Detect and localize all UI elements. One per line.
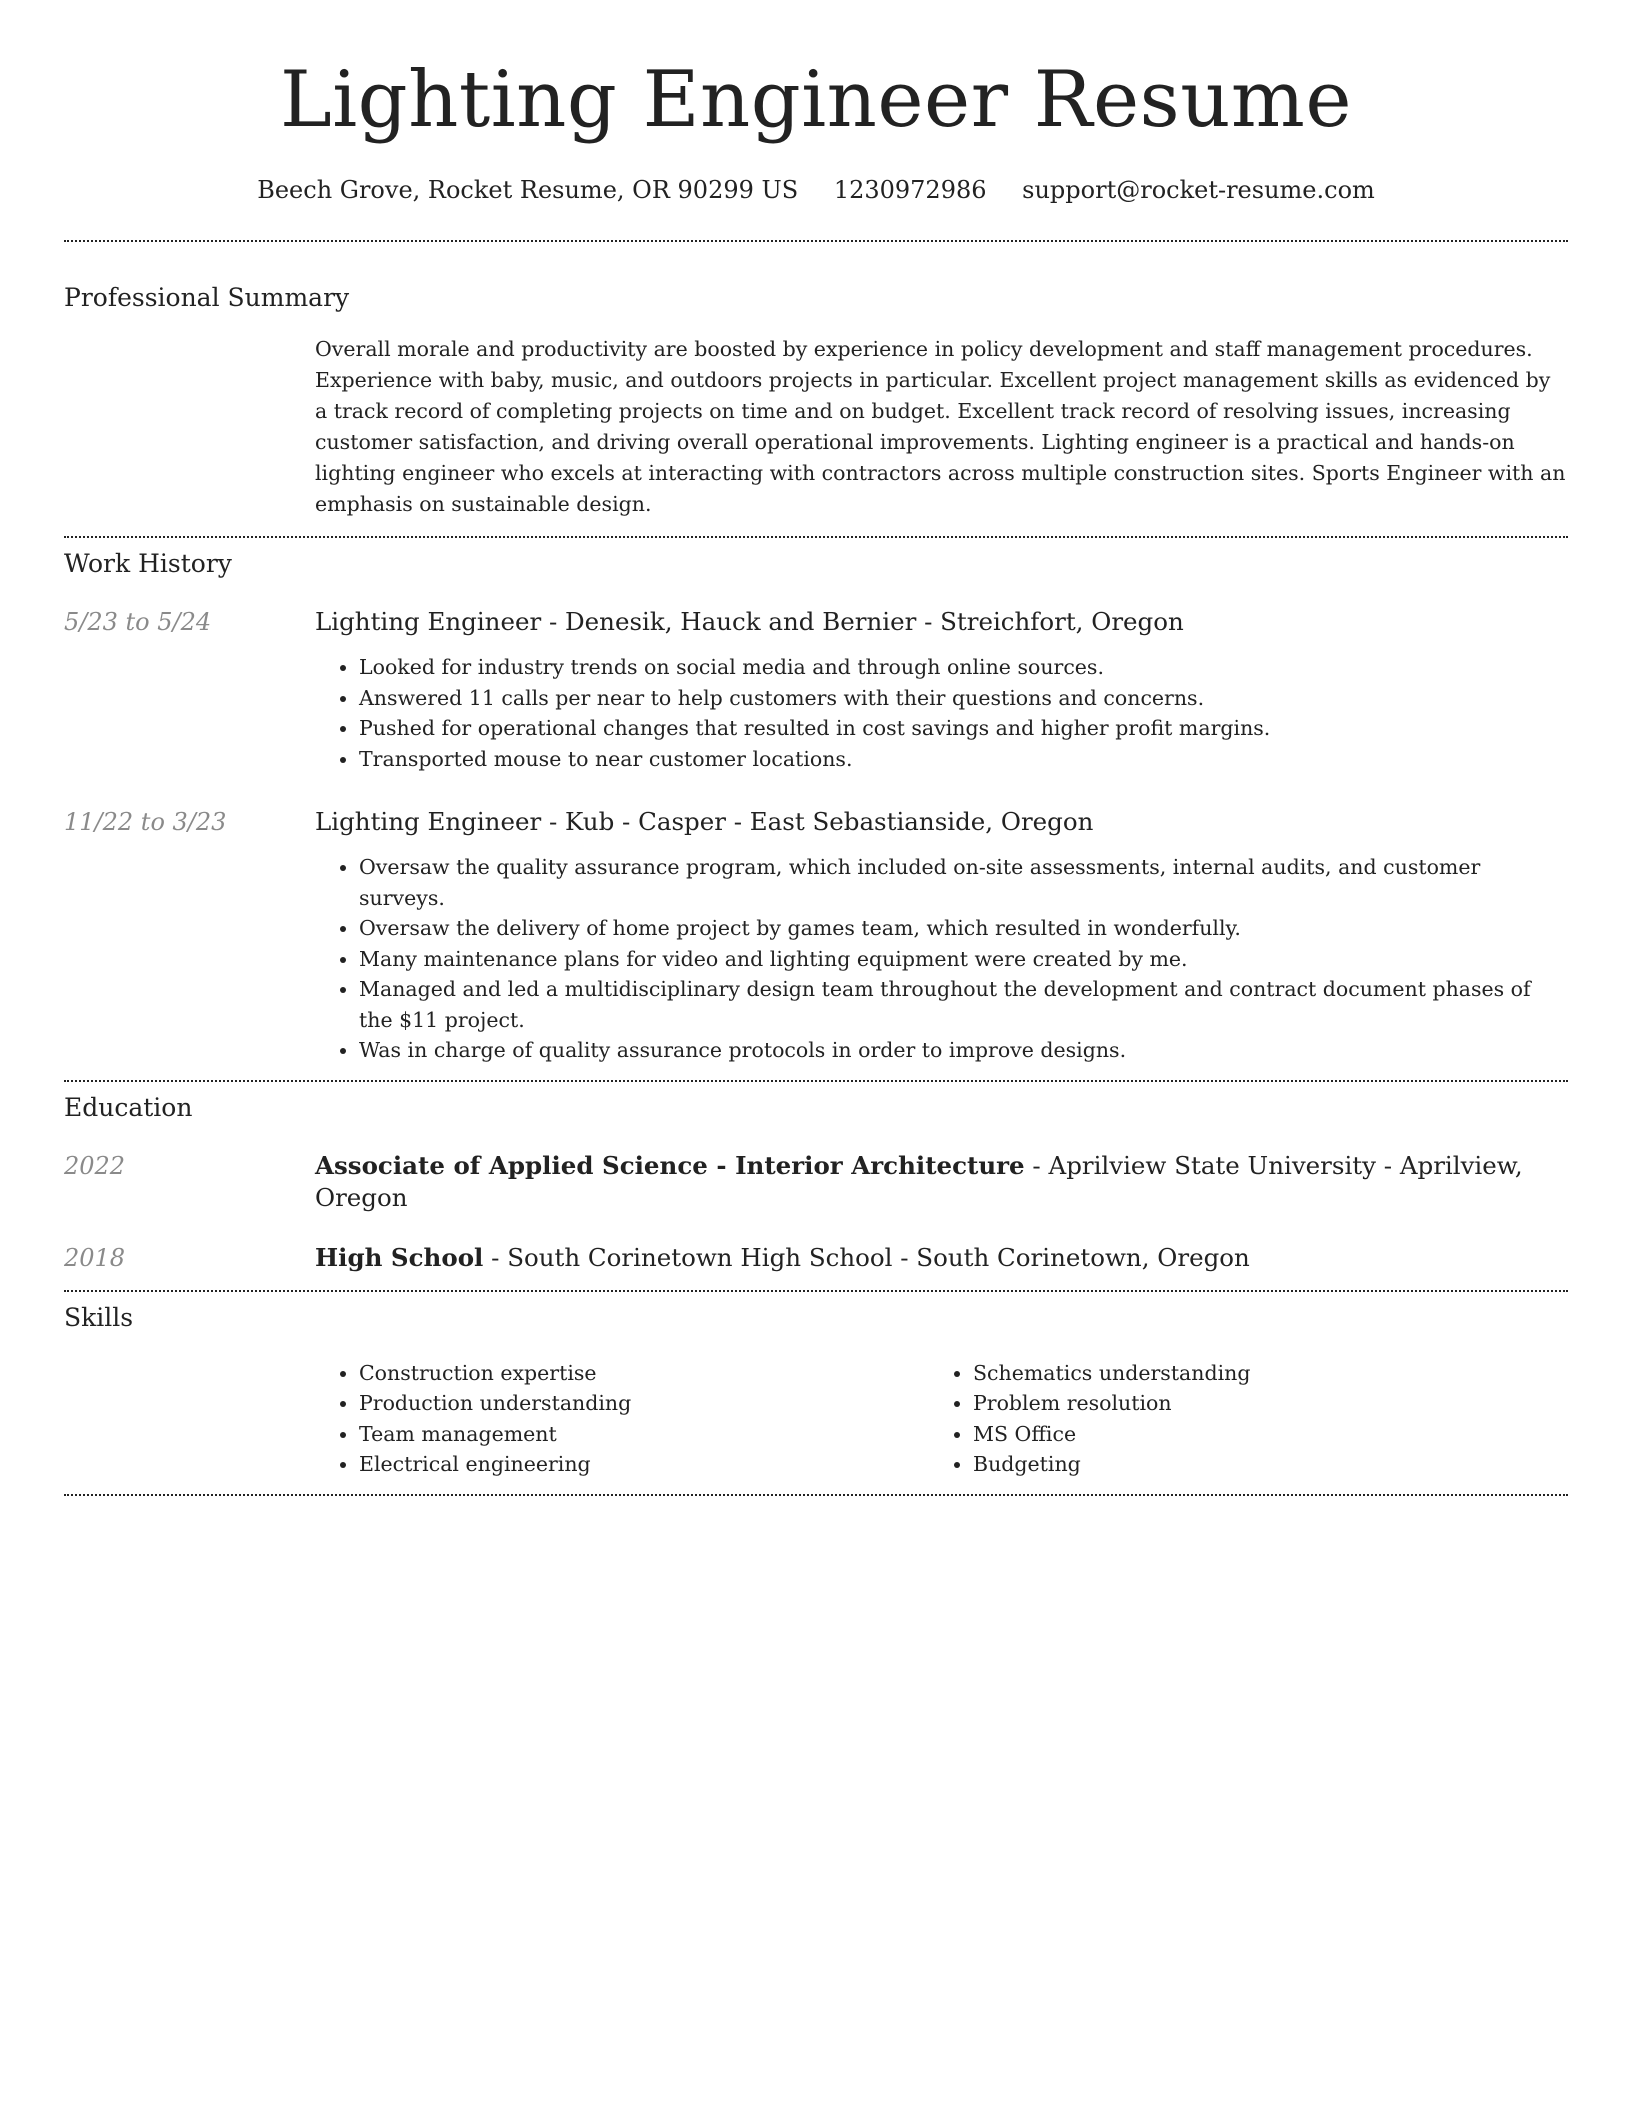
education-degree: Associate of Applied Science - Interior Architecture <box>315 1150 1025 1180</box>
work-bullet: • Managed and led a multidisciplinary design team throughout the development and contract document phases of the $11 project. <box>359 974 1568 1035</box>
section-divider <box>64 536 1568 538</box>
work-entry <box>64 606 1568 774</box>
contact-line <box>64 174 1568 206</box>
skill-item: • Team management <box>359 1419 929 1450</box>
work-bullet: • Many maintenance plans for video and lighting equipment were created by me. <box>359 944 1568 975</box>
section-divider <box>64 1290 1568 1292</box>
work-bullets <box>315 852 1568 1066</box>
contact-email: support@rocket-resume.com <box>1022 176 1375 204</box>
education-section-title: Education <box>64 1092 193 1122</box>
skill-item: • Problem resolution <box>973 1388 1543 1419</box>
work-bullet: • Was in charge of quality assurance protocols in order to improve designs. <box>359 1035 1568 1066</box>
skills-section-title: Skills <box>64 1302 134 1332</box>
summary-section-title: Professional Summary <box>64 283 350 312</box>
education-entry <box>64 1150 1568 1214</box>
skills-column-right <box>929 1358 1543 1480</box>
work-section-title: Work History <box>64 549 232 578</box>
skills-list <box>315 1358 1568 1480</box>
work-bullets <box>315 652 1568 774</box>
contact-phone: 1230972986 <box>833 176 987 204</box>
education-school: - South Corinetown High School - South Corinetown, Oregon <box>483 1242 1250 1272</box>
work-heading: Lighting Engineer - Denesik, Hauck and Bernier - Streichfort, Oregon <box>315 607 1184 636</box>
contact-address: Beech Grove, Rocket Resume, OR 90299 US <box>257 176 799 204</box>
work-bullet: • Oversaw the quality assurance program, which included on-site assessments, internal audits, and customer surveys. <box>359 852 1568 913</box>
skill-item: • Budgeting <box>973 1449 1543 1480</box>
work-bullet: • Pushed for operational changes that resulted in cost savings and higher profit margins. <box>359 713 1568 744</box>
skill-item: • MS Office <box>973 1419 1543 1450</box>
section-divider <box>64 1080 1568 1082</box>
education-degree: High School <box>315 1242 484 1272</box>
resume-title: Lighting Engineer Resume <box>279 55 1353 145</box>
section-divider <box>64 1494 1568 1496</box>
education-year: 2018 <box>64 1243 126 1272</box>
work-entry-body <box>315 806 1568 1066</box>
work-dates: 11/22 to 3/23 <box>64 808 227 836</box>
skill-item: • Production understanding <box>359 1388 929 1419</box>
education-heading <box>315 1150 1568 1214</box>
section-divider <box>64 240 1568 242</box>
skill-item: • Construction expertise <box>359 1358 929 1389</box>
work-entry <box>64 806 1568 1066</box>
education-heading <box>315 1242 1250 1274</box>
work-bullet: • Transported mouse to near customer locations. <box>359 744 1568 775</box>
work-heading: Lighting Engineer - Kub - Casper - East Sebastianside, Oregon <box>315 807 1094 836</box>
skill-item: • Schematics understanding <box>973 1358 1543 1389</box>
work-entry-body <box>315 606 1568 774</box>
work-bullet: • Looked for industry trends on social media and through online sources. <box>359 652 1568 683</box>
work-bullet: • Oversaw the delivery of home project by games team, which resulted in wonderfully. <box>359 913 1568 944</box>
summary-text: Overall morale and productivity are boosted by experience in policy development and staff management procedures. Experience with baby, music, and outdoors projects in particular. Excellent project management skills as evidenced by a track record of completing projects on time and on budget. Excellent track record of resolving issues, increasing customer satisfaction, and driving overall operational improvements. Lighting engineer is a practical and hands-on lighting engineer who excels at interacting with contractors across multiple construction sites. Sports Engineer with an emphasis on sustainable design. <box>315 337 1566 516</box>
skills-column-left <box>315 1358 929 1480</box>
education-year: 2022 <box>64 1151 126 1180</box>
skill-item: • Electrical engineering <box>359 1449 929 1480</box>
work-bullet: • Answered 11 calls per near to help customers with their questions and concerns. <box>359 683 1568 714</box>
work-dates: 5/23 to 5/24 <box>64 608 212 636</box>
education-entry <box>64 1242 1568 1274</box>
education-school: - Aprilview State University - Aprilview, Oregon <box>315 1150 1523 1212</box>
